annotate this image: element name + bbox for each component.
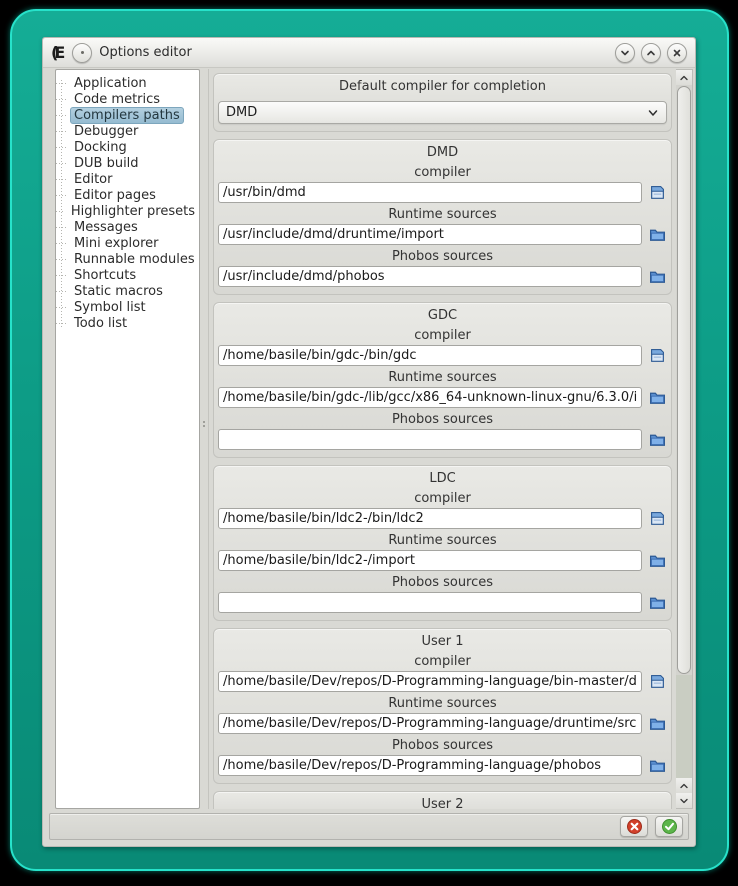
cancel-circle-icon [626,818,643,835]
chevron-down-icon [647,107,659,119]
statusbar [49,813,689,840]
options-editor-dialog [42,37,696,847]
gdc-runtime-sources-browse-button[interactable] [647,388,667,408]
tree-connector [56,179,68,180]
field-label-runtime-sources: Runtime sources [388,370,497,385]
sidebar-item-label: Mini explorer [74,235,159,251]
window-menu-button[interactable] [72,43,92,63]
settings-scroll-area [208,69,693,809]
maximize-button[interactable] [641,43,661,63]
field-label-phobos-sources: Phobos sources [391,738,494,753]
compiler-group-dmd [213,139,672,295]
group-title: User 2 [421,797,464,809]
tree-connector [56,307,68,308]
sidebar-item-highlighter-presets[interactable] [56,203,199,219]
scrollbar-trough[interactable] [676,675,692,778]
tree-connector [56,195,68,196]
menu-dot-icon [81,51,84,54]
dmd-compiler-input[interactable] [218,182,642,203]
accept-button[interactable] [655,816,683,837]
dmd-phobos-sources-input[interactable] [218,266,642,287]
field-row [218,550,667,571]
compiler-group-gdc [213,302,672,458]
field-row [218,429,667,450]
ldc-phobos-sources-browse-button[interactable] [647,593,667,613]
sidebar-item-todo-list[interactable] [56,315,199,331]
sidebar-item-label: Editor [74,171,113,187]
main-area [55,69,693,809]
sidebar-item-editor-pages[interactable] [56,187,199,203]
tree-connector [56,275,68,276]
group-title: User 1 [421,634,464,649]
open-folder-icon [649,715,666,732]
sidebar-item-runnable-modules[interactable] [56,251,199,267]
default-compiler-select[interactable] [218,101,667,124]
open-file-icon [649,184,666,201]
category-tree [55,69,200,809]
default-compiler-group [213,73,672,132]
field-label-compiler: compiler [414,328,471,343]
sidebar-item-label: Messages [74,219,138,235]
user-1-compiler-input[interactable] [218,671,642,692]
tree-connector [56,115,68,116]
chevron-up-icon [645,47,657,59]
tree-connector [56,99,68,100]
field-label-phobos-sources: Phobos sources [391,249,494,264]
tree-connector [56,147,68,148]
field-row [218,224,667,245]
field-row [218,671,667,692]
dmd-compiler-browse-button[interactable] [647,183,667,203]
close-button[interactable] [667,43,687,63]
panel-splitter[interactable] [200,69,208,809]
tree-connector [56,323,68,324]
sidebar-item-static-macros[interactable] [56,283,199,299]
field-row [218,508,667,529]
chevron-up-icon [679,781,689,791]
dmd-runtime-sources-browse-button[interactable] [647,225,667,245]
open-folder-icon [649,552,666,569]
ldc-compiler-browse-button[interactable] [647,509,667,529]
open-folder-icon [649,268,666,285]
sidebar-item-label: Docking [74,139,127,155]
sidebar-item-label: Static macros [74,283,163,299]
group-title: DMD [426,145,459,160]
sidebar-item-code-metrics[interactable] [56,91,199,107]
window-title: Options editor [99,45,192,60]
tree-connector [56,259,68,260]
field-label-runtime-sources: Runtime sources [388,696,497,711]
dmd-runtime-sources-input[interactable] [218,224,642,245]
gdc-phobos-sources-input[interactable] [218,429,642,450]
field-label-phobos-sources: Phobos sources [391,575,494,590]
field-label-compiler: compiler [414,654,471,669]
tree-connector [56,83,68,84]
sidebar-item-editor[interactable] [56,171,199,187]
field-label-runtime-sources: Runtime sources [388,207,497,222]
settings-content [209,69,676,809]
compiler-group-ldc [213,465,672,621]
tree-connector [56,227,68,228]
ldc-runtime-sources-browse-button[interactable] [647,551,667,571]
field-row [218,266,667,287]
sidebar-item-label: Code metrics [74,91,161,107]
sidebar-item-label: Symbol list [74,299,146,315]
sidebar-item-label: DUB build [74,155,139,171]
open-folder-icon [649,431,666,448]
tree-connector [56,243,68,244]
field-row [218,387,667,408]
ldc-phobos-sources-input[interactable] [218,592,642,613]
sidebar-item-compilers-paths[interactable] [56,107,199,123]
sidebar-item-label: Debugger [74,123,139,139]
sidebar-item-label: Application [74,75,147,91]
tree-connector [56,131,68,132]
gdc-compiler-browse-button[interactable] [647,346,667,366]
field-row [218,592,667,613]
open-file-icon [649,673,666,690]
scroll-up-button-secondary[interactable] [676,778,692,793]
sidebar-item-dub-build[interactable] [56,155,199,171]
accept-circle-icon [661,818,678,835]
group-title: GDC [427,308,458,323]
open-file-icon [649,347,666,364]
titlebar[interactable] [43,38,695,68]
sidebar-item-label: Runnable modules [74,251,195,267]
sidebar-item-debugger[interactable] [56,123,199,139]
group-title: LDC [429,471,456,486]
tree-connector [56,163,68,164]
sidebar-item-docking[interactable] [56,139,199,155]
sidebar-item-label: Compilers paths [70,107,184,124]
scrollbar-thumb[interactable] [677,86,691,674]
scroll-down-button[interactable] [676,793,692,808]
group-title: Default compiler for completion [339,79,546,94]
sidebar-item-symbol-list[interactable] [56,299,199,315]
sidebar-item-messages[interactable] [56,219,199,235]
sidebar-item-label: Todo list [74,315,128,331]
tree-connector [56,211,65,212]
sidebar-item-application[interactable] [56,75,199,91]
user-1-runtime-sources-input[interactable] [218,713,642,734]
window-frame [10,9,729,871]
user-1-phobos-sources-browse-button[interactable] [647,756,667,776]
sidebar-item-label: Shortcuts [74,267,137,283]
app-logo-icon: (E [51,42,62,62]
chevron-down-icon [619,47,631,59]
open-folder-icon [649,226,666,243]
sidebar-item-shortcuts[interactable] [56,267,199,283]
field-row [218,182,667,203]
user-1-runtime-sources-browse-button[interactable] [647,714,667,734]
field-row [218,345,667,366]
open-folder-icon [649,389,666,406]
dmd-phobos-sources-browse-button[interactable] [647,267,667,287]
minimize-button[interactable] [615,43,635,63]
vertical-scrollbar[interactable] [676,69,693,809]
sidebar-item-label: Highlighter presets [70,203,195,219]
field-row [218,755,667,776]
open-folder-icon [649,757,666,774]
field-label-compiler: compiler [414,165,471,180]
gdc-phobos-sources-browse-button[interactable] [647,430,667,450]
open-file-icon [649,510,666,527]
open-folder-icon [649,594,666,611]
field-label-runtime-sources: Runtime sources [388,533,497,548]
field-row [218,713,667,734]
user-1-compiler-browse-button[interactable] [647,672,667,692]
ldc-runtime-sources-input[interactable] [218,550,642,571]
field-label-phobos-sources: Phobos sources [391,412,494,427]
compiler-group-user-1 [213,628,672,784]
gdc-runtime-sources-input[interactable] [218,387,642,408]
sidebar-item-label: Editor pages [74,187,156,203]
ldc-compiler-input[interactable] [218,508,642,529]
scroll-up-button[interactable] [676,70,692,85]
user-1-phobos-sources-input[interactable] [218,755,642,776]
field-label-compiler: compiler [414,491,471,506]
tree-connector [56,291,68,292]
close-icon [671,47,683,59]
cancel-button[interactable] [620,816,648,837]
gdc-compiler-input[interactable] [218,345,642,366]
chevron-up-icon [679,73,689,83]
sidebar-item-mini-explorer[interactable] [56,235,199,251]
chevron-down-icon [679,796,689,806]
combo-selected-value: DMD [226,105,258,120]
compiler-group-user-2 [213,791,672,809]
